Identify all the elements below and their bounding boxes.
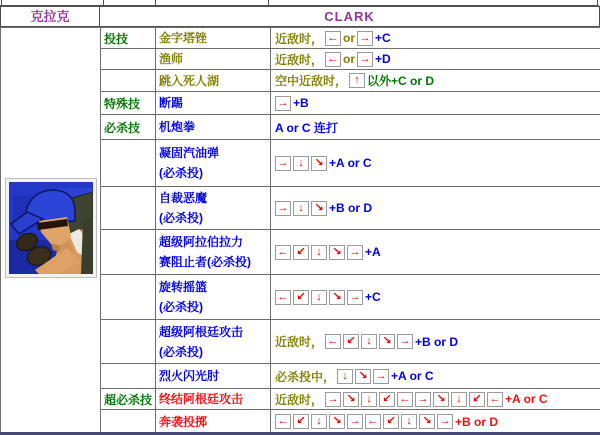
arrow-down-left-icon: ↙ bbox=[379, 392, 395, 407]
arrow-down-icon: ↓ bbox=[451, 392, 467, 407]
move-category-cell bbox=[101, 389, 156, 410]
arrow-down-icon: ↓ bbox=[311, 414, 327, 429]
move-name: 超级阿根廷攻击 bbox=[159, 324, 244, 339]
move-command-cell bbox=[271, 49, 600, 70]
command-text: 近敌时， bbox=[275, 392, 324, 407]
arrow-right-icon: → bbox=[437, 414, 453, 429]
move-name-cell bbox=[156, 70, 271, 92]
arrow-down-right-icon: ↘ bbox=[311, 156, 327, 171]
arrow-left-icon: ← bbox=[275, 245, 291, 260]
arrow-down-icon: ↓ bbox=[311, 290, 327, 305]
move-name-cell bbox=[156, 28, 271, 49]
command-text: 近敌时， bbox=[275, 335, 324, 349]
move-category-cell bbox=[101, 70, 156, 92]
arrow-down-icon: ↓ bbox=[293, 201, 309, 216]
arrow-down-left-icon: ↙ bbox=[469, 392, 485, 407]
grid-line bbox=[155, 0, 156, 5]
arrow-left-icon: ← bbox=[325, 334, 341, 349]
arrow-down-right-icon: ↘ bbox=[329, 414, 345, 429]
move-name: 凝固汽油弹 bbox=[159, 146, 220, 160]
move-category-label: 特殊技 bbox=[104, 96, 141, 111]
move-name-cell bbox=[156, 115, 271, 140]
move-name: 终结阿根廷攻击 bbox=[159, 392, 244, 406]
move-name: 跳入死人湖 bbox=[159, 73, 220, 88]
portrait-cell bbox=[1, 28, 101, 434]
arrow-down-right-icon: ↘ bbox=[419, 414, 435, 429]
command-text: +A or C bbox=[391, 369, 434, 383]
character-portrait bbox=[5, 178, 97, 278]
move-category-cell bbox=[101, 230, 156, 275]
arrow-up-icon: ↑ bbox=[349, 73, 365, 88]
move-category-cell bbox=[101, 410, 156, 434]
move-name-cell bbox=[156, 364, 271, 389]
move-name: 断踢 bbox=[159, 96, 184, 110]
command-text: +B or D bbox=[415, 334, 459, 349]
character-header-row bbox=[0, 6, 600, 27]
move-name: 赛阻止者(必杀投) bbox=[159, 255, 251, 269]
arrow-down-right-icon: ↘ bbox=[433, 392, 449, 407]
move-command-cell bbox=[271, 92, 600, 115]
move-command-cell bbox=[271, 275, 600, 320]
move-name: 自裁恶魔 bbox=[159, 191, 208, 205]
move-category-cell bbox=[101, 320, 156, 364]
arrow-right-icon: → bbox=[347, 245, 363, 260]
move-name-cell bbox=[156, 49, 271, 70]
arrow-right-icon: → bbox=[357, 52, 373, 67]
move-name-cell bbox=[156, 389, 271, 410]
move-category-cell bbox=[101, 140, 156, 187]
move-name: 渔师 bbox=[159, 52, 184, 66]
grid-line bbox=[1, 0, 2, 5]
move-command-cell bbox=[271, 389, 600, 410]
command-text: +A bbox=[365, 245, 381, 260]
arrow-down-icon: ↓ bbox=[361, 392, 377, 407]
move-category-cell bbox=[101, 275, 156, 320]
move-name: 超级阿拉伯拉力 bbox=[159, 235, 244, 249]
command-text: or bbox=[343, 52, 356, 66]
move-command-cell bbox=[271, 364, 600, 389]
command-text: 必杀投中， bbox=[275, 369, 336, 384]
move-command-cell bbox=[271, 28, 600, 49]
move-name: (必杀投) bbox=[159, 344, 203, 359]
arrow-down-right-icon: ↘ bbox=[355, 369, 371, 384]
command-text: 近敌时， bbox=[275, 31, 324, 46]
arrow-left-icon: ← bbox=[325, 52, 341, 67]
move-name-cell bbox=[156, 320, 271, 364]
move-name-cell bbox=[156, 187, 271, 230]
move-name: 旋转摇篮 bbox=[159, 280, 208, 294]
command-text: +A or C bbox=[329, 156, 372, 171]
arrow-down-left-icon: ↙ bbox=[293, 290, 309, 305]
command-text: +A or C bbox=[505, 392, 548, 406]
arrow-right-icon: → bbox=[357, 31, 373, 46]
arrow-right-icon: → bbox=[275, 96, 291, 111]
move-list-table bbox=[0, 27, 600, 434]
command-text: +C bbox=[365, 290, 381, 305]
arrow-right-icon: → bbox=[275, 201, 291, 216]
arrow-down-right-icon: ↘ bbox=[329, 290, 345, 305]
command-text: +C bbox=[375, 31, 391, 45]
arrow-right-icon: → bbox=[373, 369, 389, 384]
arrow-right-icon: → bbox=[275, 156, 291, 171]
arrow-left-icon: ← bbox=[275, 290, 291, 305]
arrow-down-icon: ↓ bbox=[337, 369, 353, 384]
move-category-cell bbox=[101, 28, 156, 49]
command-text: +B or D bbox=[329, 201, 373, 216]
move-name: 奔袭投掷 bbox=[159, 414, 208, 429]
command-text: or bbox=[343, 31, 356, 45]
move-name-cell bbox=[156, 410, 271, 434]
character-name-en: CLARK bbox=[100, 6, 600, 27]
arrow-down-right-icon: ↘ bbox=[343, 392, 359, 407]
move-name-cell bbox=[156, 230, 271, 275]
move-row bbox=[1, 28, 600, 49]
move-name: 烈火闪光肘 bbox=[159, 369, 220, 383]
arrow-down-icon: ↓ bbox=[311, 245, 327, 260]
arrow-left-icon: ← bbox=[325, 31, 341, 46]
command-text: +B bbox=[293, 96, 309, 111]
move-name: 金字塔锉 bbox=[159, 31, 208, 45]
clark-portrait-image bbox=[9, 182, 93, 274]
move-command-cell bbox=[271, 320, 600, 364]
command-text: +D bbox=[375, 52, 391, 66]
arrow-left-icon: ← bbox=[275, 414, 291, 429]
move-name-cell bbox=[156, 275, 271, 320]
arrow-right-icon: → bbox=[347, 290, 363, 305]
move-category-cell bbox=[101, 187, 156, 230]
grid-line bbox=[597, 0, 598, 5]
move-category-label: 超必杀技 bbox=[104, 392, 153, 407]
move-name-cell bbox=[156, 92, 271, 115]
arrow-down-left-icon: ↙ bbox=[343, 334, 359, 349]
move-command-cell bbox=[271, 140, 600, 187]
move-category-cell bbox=[101, 49, 156, 70]
arrow-right-icon: → bbox=[397, 334, 413, 349]
command-text: A or C 连打 bbox=[275, 120, 338, 135]
arrow-right-icon: → bbox=[347, 414, 363, 429]
move-category-cell bbox=[101, 364, 156, 389]
arrow-down-right-icon: ↘ bbox=[329, 245, 345, 260]
move-name: 机炮拳 bbox=[159, 120, 196, 134]
arrow-down-icon: ↓ bbox=[361, 334, 377, 349]
move-category-label: 投技 bbox=[104, 31, 129, 46]
arrow-right-icon: → bbox=[325, 392, 341, 407]
arrow-right-icon: → bbox=[415, 392, 431, 407]
move-category-cell bbox=[101, 115, 156, 140]
arrow-down-icon: ↓ bbox=[401, 414, 417, 429]
arrow-down-left-icon: ↙ bbox=[293, 245, 309, 260]
move-name: (必杀投) bbox=[159, 166, 203, 180]
arrow-down-right-icon: ↘ bbox=[311, 201, 327, 216]
move-command-cell bbox=[271, 410, 600, 434]
arrow-left-icon: ← bbox=[365, 414, 381, 429]
grid-line bbox=[268, 0, 269, 5]
move-name: (必杀投) bbox=[159, 300, 203, 314]
arrow-left-icon: ← bbox=[397, 392, 413, 407]
arrow-down-right-icon: ↘ bbox=[379, 334, 395, 349]
command-text: 近敌时， bbox=[275, 52, 324, 67]
arrow-left-icon: ← bbox=[487, 392, 503, 407]
command-text: 空中近敌时， bbox=[275, 74, 348, 88]
move-name: (必杀投) bbox=[159, 211, 203, 225]
move-command-cell bbox=[271, 187, 600, 230]
arrow-down-icon: ↓ bbox=[293, 156, 309, 171]
move-command-cell bbox=[271, 230, 600, 275]
grid-line bbox=[103, 0, 104, 5]
move-name-cell bbox=[156, 140, 271, 187]
move-category-label: 必杀技 bbox=[104, 120, 141, 135]
move-command-cell bbox=[271, 70, 600, 92]
arrow-down-left-icon: ↙ bbox=[383, 414, 399, 429]
move-command-cell bbox=[271, 115, 600, 140]
command-text: +B or D bbox=[455, 414, 499, 429]
character-name-cn: 克拉克 bbox=[0, 6, 100, 27]
arrow-down-left-icon: ↙ bbox=[293, 414, 309, 429]
command-text: 以外+C or D bbox=[367, 74, 435, 88]
move-category-cell bbox=[101, 92, 156, 115]
moves-table-body bbox=[1, 28, 600, 434]
